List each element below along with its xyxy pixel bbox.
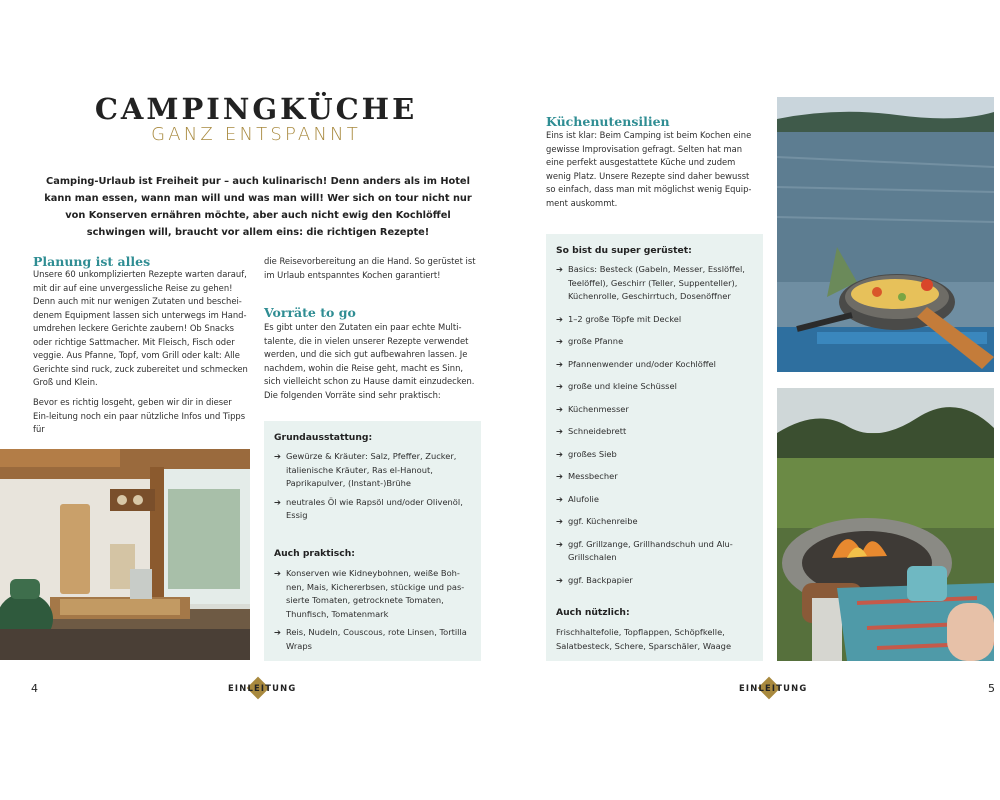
campfire-mug-photo [777,388,994,661]
utensilien-list [556,263,756,587]
arrow-icon: ➔ [556,471,563,481]
arrow-icon: ➔ [556,574,563,585]
arrow-icon: ➔ [274,627,281,637]
list-item: ➔ Reis, Nudeln, Couscous, rote Linsen, Tortilla Wraps [274,626,469,653]
arrow-icon: ➔ [556,264,563,274]
arrow-icon: ➔ [556,538,563,549]
planung-paragraph-2: Bevor es richtig losgeht, geben wir dir in dieser Ein-leitung noch ein paar nützliche Infos und Tipps für [33,397,246,434]
arrow-icon: ➔ [556,516,563,526]
arrow-icon: ➔ [556,448,563,459]
arrow-icon: ➔ [556,403,563,414]
list-item: ➔ Messbecher [556,470,756,484]
footer-label-right: EINLEITUNG [739,683,808,693]
list-item: ➔ große Pfanne [556,335,756,349]
list-item: ➔ Schneidebrett [556,425,756,439]
arrow-icon: ➔ [556,358,563,369]
heading-vorraete: Vorräte to go [264,305,356,320]
list-item: ➔ großes Sieb [556,448,756,462]
list-item: ➔ große und kleine Schüssel [556,380,756,394]
footer-label-left: EINLEITUNG [228,683,297,693]
vorraete-paragraph: Es gibt unter den Zutaten ein paar echte Multi-talente, die in vielen unserer Rezepte verwendet werden, und die sich gut aufbewahren lassen. Je nachdem, wohin die Reise geht, macht es Sinn, sich vielleicht schon zu Hause damit einzudecken. Die folgenden Vorräte sind sehr praktisch: [264,322,475,400]
list-item: ➔ Gewürze & Kräuter: Salz, Pfeffer, Zucker, italienische Kräuter, Ras el-Hanout, Paprikapulver, (Instant-)Brühe [274,450,469,491]
kuechenutensilien-paragraph: Eins ist klar: Beim Camping ist beim Kochen eine gewisse Improvisation gefragt. Selten hat man eine perfekt ausgestattete Küche und zudem wenig Platz. Unsere Rezepte sind daher bewusst so einfach, dass man mit möglichst wenig Equip-ment auskommt. [546,130,752,208]
intro-paragraph: Camping-Urlaub ist Freiheit pur – auch kulinarisch! Denn anders als im Hotel kann man essen, wann man will und was man will! Wer sich on tour nicht nur von Konserven ernähren möchte, aber auch nicht ewig den Kochlöffel schwingen will, braucht vor allem eins: die richtigen Rezepte! [44,176,472,238]
arrow-icon: ➔ [556,313,563,324]
auch-praktisch-list [274,567,469,653]
box-heading-auch-praktisch: Auch praktisch: [274,548,355,559]
box-heading-auch-nuetzlich: Auch nützlich: [556,607,630,618]
page-subtitle: GANZ ENTSPANNT [151,124,361,145]
arrow-icon: ➔ [274,568,281,578]
list-item: ➔ Alufolie [556,493,756,507]
list-item: ➔ ggf. Grillzange, Grillhandschuh und Alu-Grillschalen [556,538,756,565]
page-number-left: 4 [31,682,38,695]
list-item: ➔ Pfannenwender und/oder Kochlöffel [556,358,756,372]
box-heading-grundausstattung: Grundausstattung: [274,432,373,443]
arrow-icon: ➔ [556,493,563,504]
list-item: ➔ neutrales Öl wie Rapsöl und/oder Olivenöl, Essig [274,496,469,523]
list-item: ➔ 1–2 große Töpfe mit Deckel [556,313,756,327]
lake-pan-photo [777,97,994,372]
arrow-icon: ➔ [556,426,563,436]
heading-kuechenutensilien: Küchenutensilien [546,114,670,129]
heading-planung: Planung ist alles [33,254,151,269]
arrow-icon: ➔ [556,336,563,346]
list-item: ➔ Konserven wie Kidneybohnen, weiße Boh-nen, Mais, Kichererbsen, stückige und pas-sierte Tomaten, getrocknete Tomaten, Thunfisch, Tomatenmark [274,567,469,621]
list-item: ➔ ggf. Küchenreibe [556,515,756,529]
list-item: ➔ ggf. Backpapier [556,574,756,588]
column2-continuation: die Reisevorbereitung an die Hand. So gerüstet ist im Urlaub entspanntes Kochen garantiert! [264,256,476,280]
list-item: ➔ Basics: Besteck (Gabeln, Messer, Esslöffel, Teelöffel), Geschirr (Teller, Suppenteller), Küchenrolle, Geschirrtuch, Dosenöffner [556,263,756,304]
box-heading-so-bist-du: So bist du super gerüstet: [556,245,692,256]
utensilien-box [546,234,763,661]
vorraete-box [264,421,481,661]
auch-nuetzlich-paragraph: Frischhaltefolie, Topflappen, Schöpfkelle, Salatbesteck, Schere, Sparschäler, Waage [556,627,732,651]
page-number-right: 5 [988,682,995,695]
planung-paragraph-1: Unsere 60 unkomplizierten Rezepte warten darauf, mit dir auf eine unvergessliche Reise zu gehen! Denn auch mit nur wenigen Zutaten und beschei-denem Equipment lassen sich unterwegs im Hand-umdrehen leckere Gerichte zaubern! Ob Snacks oder richtige Sattmacher. Mit Fleisch, Fisch oder veggie. Aus Pfanne, Topf, vom Grill oder kalt: Alle Gerichte sind ruck, zuck zubereitet und schmecken Groß und Klein. [33,269,248,387]
camper-kitchen-photo [0,449,250,660]
arrow-icon: ➔ [556,381,563,391]
page-title: CAMPINGKÜCHE [94,92,418,126]
list-item: ➔ Küchenmesser [556,403,756,417]
arrow-icon: ➔ [274,496,281,507]
arrow-icon: ➔ [274,451,281,461]
grundausstattung-list [274,450,469,523]
